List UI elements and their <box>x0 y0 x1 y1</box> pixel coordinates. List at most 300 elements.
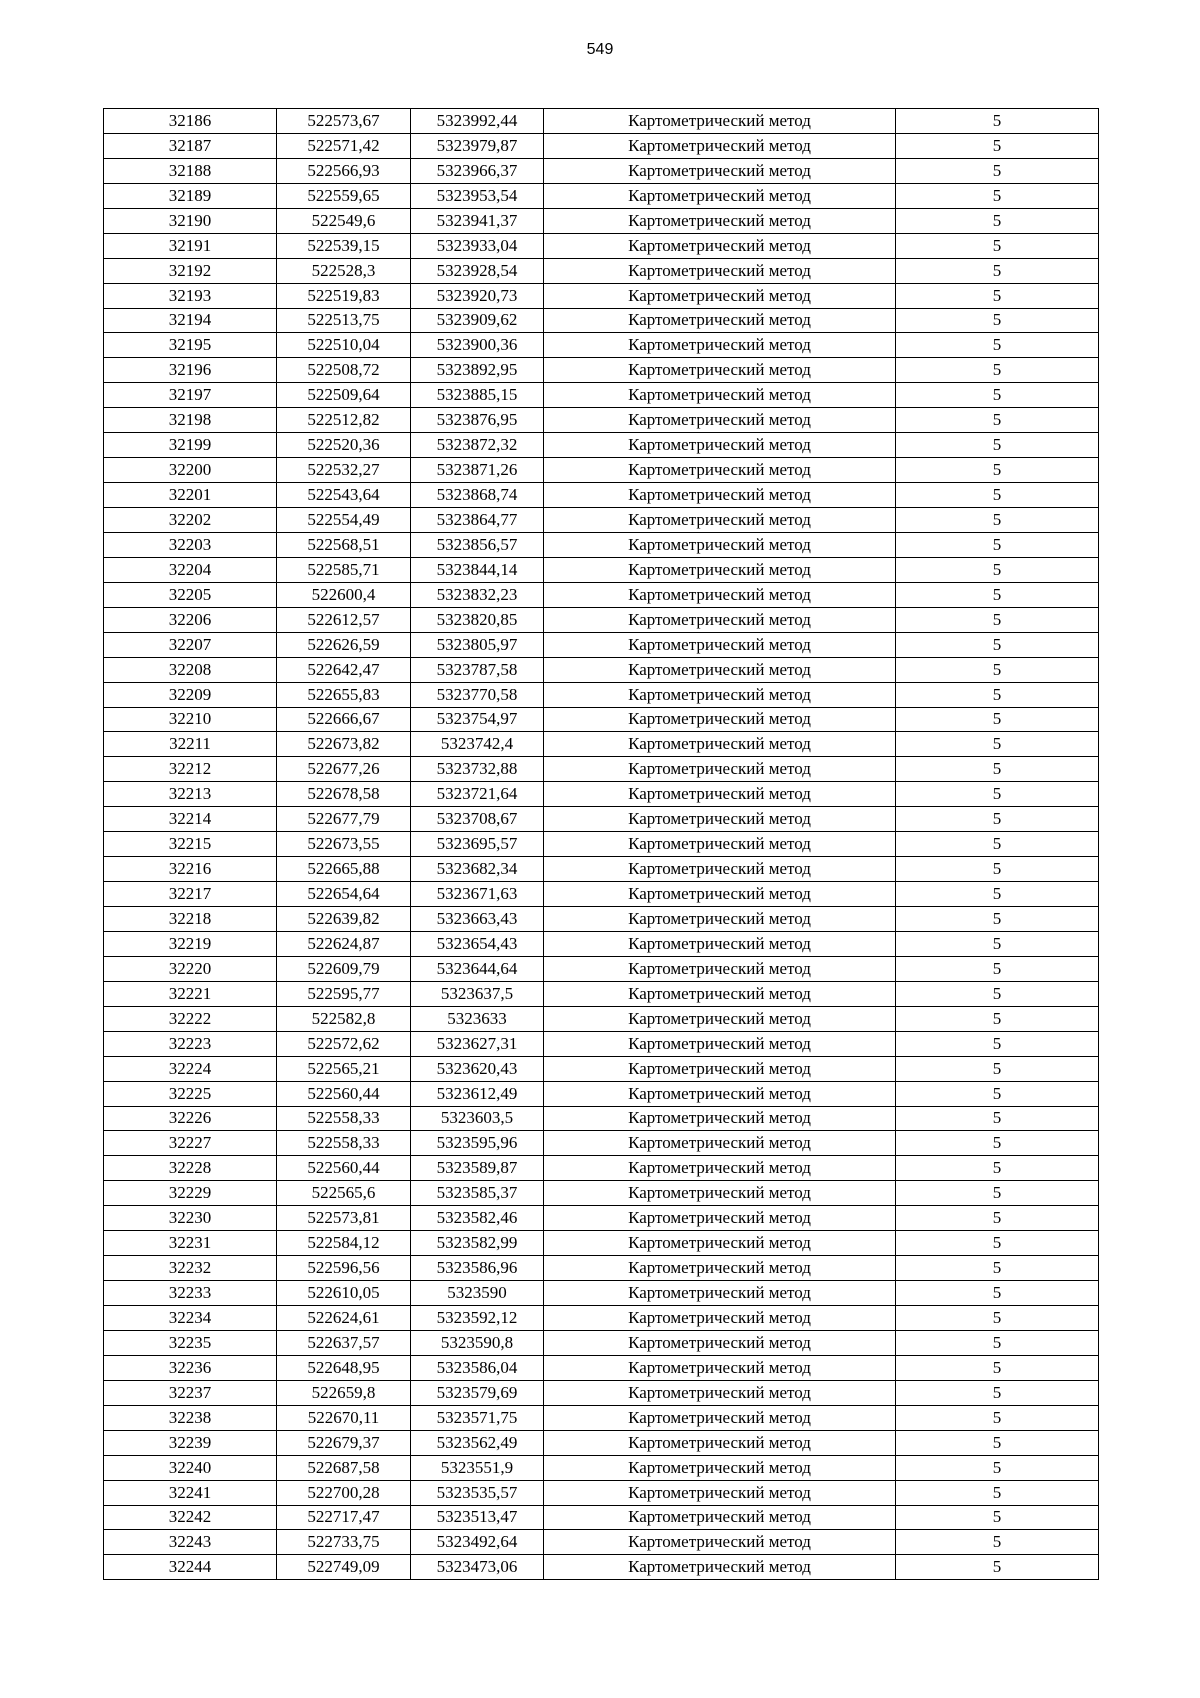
table-row <box>104 1330 1099 1355</box>
x-coordinate-cell: 522528,3 <box>277 258 411 283</box>
x-coordinate-cell: 522670,11 <box>277 1405 411 1430</box>
accuracy-cell: 5 <box>896 458 1099 483</box>
page-number: 549 <box>586 41 614 58</box>
accuracy-cell: 5 <box>896 1106 1099 1131</box>
x-coordinate-cell: 522665,88 <box>277 857 411 882</box>
accuracy-cell: 5 <box>896 183 1099 208</box>
table-row <box>104 981 1099 1006</box>
table-row <box>104 757 1099 782</box>
method-cell: Картометрический метод <box>544 707 896 732</box>
table-row <box>104 508 1099 533</box>
x-coordinate-cell: 522648,95 <box>277 1355 411 1380</box>
point-number-cell: 32199 <box>104 433 277 458</box>
accuracy-cell: 5 <box>896 1181 1099 1206</box>
table-row <box>104 1056 1099 1081</box>
x-coordinate-cell: 522573,67 <box>277 109 411 134</box>
table-row <box>104 1131 1099 1156</box>
method-cell: Картометрический метод <box>544 1131 896 1156</box>
x-coordinate-cell: 522512,82 <box>277 408 411 433</box>
y-coordinate-cell: 5323805,97 <box>411 632 544 657</box>
method-cell: Картометрический метод <box>544 532 896 557</box>
y-coordinate-cell: 5323992,44 <box>411 109 544 134</box>
point-number-cell: 32204 <box>104 557 277 582</box>
x-coordinate-cell: 522560,44 <box>277 1081 411 1106</box>
y-coordinate-cell: 5323513,47 <box>411 1505 544 1530</box>
y-coordinate-cell: 5323979,87 <box>411 133 544 158</box>
table-row <box>104 383 1099 408</box>
point-number-cell: 32195 <box>104 333 277 358</box>
x-coordinate-cell: 522624,87 <box>277 931 411 956</box>
table-row <box>104 632 1099 657</box>
x-coordinate-cell: 522519,83 <box>277 283 411 308</box>
point-number-cell: 32214 <box>104 807 277 832</box>
point-number-cell: 32238 <box>104 1405 277 1430</box>
point-number-cell: 32203 <box>104 532 277 557</box>
method-cell: Картометрический метод <box>544 483 896 508</box>
accuracy-cell: 5 <box>896 882 1099 907</box>
method-cell: Картометрический метод <box>544 508 896 533</box>
method-cell: Картометрический метод <box>544 807 896 832</box>
point-number-cell: 32218 <box>104 907 277 932</box>
table-row <box>104 1006 1099 1031</box>
method-cell: Картометрический метод <box>544 208 896 233</box>
accuracy-cell: 5 <box>896 857 1099 882</box>
x-coordinate-cell: 522560,44 <box>277 1156 411 1181</box>
table-row <box>104 657 1099 682</box>
accuracy-cell: 5 <box>896 1505 1099 1530</box>
point-number-cell: 32201 <box>104 483 277 508</box>
method-cell: Картометрический метод <box>544 1181 896 1206</box>
y-coordinate-cell: 5323695,57 <box>411 832 544 857</box>
table-row <box>104 1281 1099 1306</box>
point-number-cell: 32200 <box>104 458 277 483</box>
y-coordinate-cell: 5323627,31 <box>411 1031 544 1056</box>
x-coordinate-cell: 522554,49 <box>277 508 411 533</box>
y-coordinate-cell: 5323864,77 <box>411 508 544 533</box>
y-coordinate-cell: 5323900,36 <box>411 333 544 358</box>
accuracy-cell: 5 <box>896 333 1099 358</box>
table-row <box>104 907 1099 932</box>
method-cell: Картометрический метод <box>544 832 896 857</box>
x-coordinate-cell: 522585,71 <box>277 557 411 582</box>
accuracy-cell: 5 <box>896 582 1099 607</box>
point-number-cell: 32229 <box>104 1181 277 1206</box>
accuracy-cell: 5 <box>896 1530 1099 1555</box>
accuracy-cell: 5 <box>896 657 1099 682</box>
accuracy-cell: 5 <box>896 1405 1099 1430</box>
method-cell: Картометрический метод <box>544 1330 896 1355</box>
table-row <box>104 931 1099 956</box>
accuracy-cell: 5 <box>896 1156 1099 1181</box>
table-row <box>104 1405 1099 1430</box>
table-row <box>104 158 1099 183</box>
x-coordinate-cell: 522639,82 <box>277 907 411 932</box>
y-coordinate-cell: 5323920,73 <box>411 283 544 308</box>
accuracy-cell: 5 <box>896 1281 1099 1306</box>
table-row <box>104 607 1099 632</box>
x-coordinate-cell: 522624,61 <box>277 1306 411 1331</box>
table-row <box>104 1306 1099 1331</box>
x-coordinate-cell: 522596,56 <box>277 1256 411 1281</box>
accuracy-cell: 5 <box>896 1555 1099 1580</box>
x-coordinate-cell: 522626,59 <box>277 632 411 657</box>
y-coordinate-cell: 5323492,64 <box>411 1530 544 1555</box>
point-number-cell: 32220 <box>104 956 277 981</box>
method-cell: Картометрический метод <box>544 433 896 458</box>
x-coordinate-cell: 522717,47 <box>277 1505 411 1530</box>
y-coordinate-cell: 5323909,62 <box>411 308 544 333</box>
method-cell: Картометрический метод <box>544 931 896 956</box>
method-cell: Картометрический метод <box>544 233 896 258</box>
accuracy-cell: 5 <box>896 632 1099 657</box>
point-number-cell: 32217 <box>104 882 277 907</box>
table-row <box>104 408 1099 433</box>
method-cell: Картометрический метод <box>544 732 896 757</box>
point-number-cell: 32187 <box>104 133 277 158</box>
y-coordinate-cell: 5323571,75 <box>411 1405 544 1430</box>
accuracy-cell: 5 <box>896 433 1099 458</box>
method-cell: Картометрический метод <box>544 657 896 682</box>
x-coordinate-cell: 522572,62 <box>277 1031 411 1056</box>
accuracy-cell: 5 <box>896 109 1099 134</box>
x-coordinate-cell: 522654,64 <box>277 882 411 907</box>
method-cell: Картометрический метод <box>544 1306 896 1331</box>
table-row <box>104 1530 1099 1555</box>
point-number-cell: 32193 <box>104 283 277 308</box>
method-cell: Картометрический метод <box>544 1355 896 1380</box>
table-row <box>104 333 1099 358</box>
y-coordinate-cell: 5323644,64 <box>411 956 544 981</box>
accuracy-cell: 5 <box>896 1056 1099 1081</box>
method-cell: Картометрический метод <box>544 358 896 383</box>
point-number-cell: 32212 <box>104 757 277 782</box>
y-coordinate-cell: 5323928,54 <box>411 258 544 283</box>
table-row <box>104 1031 1099 1056</box>
method-cell: Картометрический метод <box>544 782 896 807</box>
accuracy-cell: 5 <box>896 1480 1099 1505</box>
y-coordinate-cell: 5323595,96 <box>411 1131 544 1156</box>
table-row <box>104 557 1099 582</box>
table-row <box>104 483 1099 508</box>
y-coordinate-cell: 5323721,64 <box>411 782 544 807</box>
x-coordinate-cell: 522673,55 <box>277 832 411 857</box>
method-cell: Картометрический метод <box>544 308 896 333</box>
y-coordinate-cell: 5323832,23 <box>411 582 544 607</box>
y-coordinate-cell: 5323742,4 <box>411 732 544 757</box>
accuracy-cell: 5 <box>896 283 1099 308</box>
accuracy-cell: 5 <box>896 1306 1099 1331</box>
x-coordinate-cell: 522655,83 <box>277 682 411 707</box>
accuracy-cell: 5 <box>896 931 1099 956</box>
x-coordinate-cell: 522637,57 <box>277 1330 411 1355</box>
y-coordinate-cell: 5323682,34 <box>411 857 544 882</box>
y-coordinate-cell: 5323754,97 <box>411 707 544 732</box>
point-number-cell: 32223 <box>104 1031 277 1056</box>
table-row <box>104 707 1099 732</box>
method-cell: Картометрический метод <box>544 258 896 283</box>
accuracy-cell: 5 <box>896 208 1099 233</box>
y-coordinate-cell: 5323637,5 <box>411 981 544 1006</box>
y-coordinate-cell: 5323871,26 <box>411 458 544 483</box>
y-coordinate-cell: 5323633 <box>411 1006 544 1031</box>
table-row <box>104 458 1099 483</box>
y-coordinate-cell: 5323579,69 <box>411 1380 544 1405</box>
method-cell: Картометрический метод <box>544 1081 896 1106</box>
method-cell: Картометрический метод <box>544 1480 896 1505</box>
accuracy-cell: 5 <box>896 1380 1099 1405</box>
method-cell: Картометрический метод <box>544 882 896 907</box>
x-coordinate-cell: 522610,05 <box>277 1281 411 1306</box>
point-number-cell: 32244 <box>104 1555 277 1580</box>
x-coordinate-cell: 522573,81 <box>277 1206 411 1231</box>
method-cell: Картометрический метод <box>544 1281 896 1306</box>
y-coordinate-cell: 5323868,74 <box>411 483 544 508</box>
method-cell: Картометрический метод <box>544 682 896 707</box>
table-row <box>104 133 1099 158</box>
method-cell: Картометрический метод <box>544 1505 896 1530</box>
accuracy-cell: 5 <box>896 1006 1099 1031</box>
point-number-cell: 32202 <box>104 508 277 533</box>
y-coordinate-cell: 5323654,43 <box>411 931 544 956</box>
table-row <box>104 532 1099 557</box>
table-row <box>104 1355 1099 1380</box>
coordinates-table-body <box>104 109 1099 1580</box>
accuracy-cell: 5 <box>896 807 1099 832</box>
accuracy-cell: 5 <box>896 557 1099 582</box>
x-coordinate-cell: 522565,6 <box>277 1181 411 1206</box>
method-cell: Картометрический метод <box>544 1380 896 1405</box>
point-number-cell: 32205 <box>104 582 277 607</box>
x-coordinate-cell: 522678,58 <box>277 782 411 807</box>
table-row <box>104 682 1099 707</box>
accuracy-cell: 5 <box>896 1206 1099 1231</box>
accuracy-cell: 5 <box>896 1081 1099 1106</box>
point-number-cell: 32196 <box>104 358 277 383</box>
method-cell: Картометрический метод <box>544 408 896 433</box>
point-number-cell: 32198 <box>104 408 277 433</box>
accuracy-cell: 5 <box>896 133 1099 158</box>
point-number-cell: 32225 <box>104 1081 277 1106</box>
x-coordinate-cell: 522733,75 <box>277 1530 411 1555</box>
method-cell: Картометрический метод <box>544 1031 896 1056</box>
x-coordinate-cell: 522568,51 <box>277 532 411 557</box>
x-coordinate-cell: 522677,26 <box>277 757 411 782</box>
point-number-cell: 32189 <box>104 183 277 208</box>
table-row <box>104 1081 1099 1106</box>
point-number-cell: 32239 <box>104 1430 277 1455</box>
table-row <box>104 956 1099 981</box>
accuracy-cell: 5 <box>896 1330 1099 1355</box>
accuracy-cell: 5 <box>896 1430 1099 1455</box>
table-row <box>104 782 1099 807</box>
table-row <box>104 1256 1099 1281</box>
point-number-cell: 32232 <box>104 1256 277 1281</box>
x-coordinate-cell: 522677,79 <box>277 807 411 832</box>
y-coordinate-cell: 5323820,85 <box>411 607 544 632</box>
accuracy-cell: 5 <box>896 1231 1099 1256</box>
y-coordinate-cell: 5323856,57 <box>411 532 544 557</box>
x-coordinate-cell: 522566,93 <box>277 158 411 183</box>
method-cell: Картометрический метод <box>544 183 896 208</box>
method-cell: Картометрический метод <box>544 1256 896 1281</box>
method-cell: Картометрический метод <box>544 383 896 408</box>
method-cell: Картометрический метод <box>544 1555 896 1580</box>
x-coordinate-cell: 522543,64 <box>277 483 411 508</box>
accuracy-cell: 5 <box>896 732 1099 757</box>
accuracy-cell: 5 <box>896 483 1099 508</box>
table-row <box>104 308 1099 333</box>
coordinates-table <box>103 108 1099 1580</box>
y-coordinate-cell: 5323603,5 <box>411 1106 544 1131</box>
x-coordinate-cell: 522532,27 <box>277 458 411 483</box>
y-coordinate-cell: 5323562,49 <box>411 1430 544 1455</box>
accuracy-cell: 5 <box>896 981 1099 1006</box>
x-coordinate-cell: 522666,67 <box>277 707 411 732</box>
table-row <box>104 1181 1099 1206</box>
point-number-cell: 32208 <box>104 657 277 682</box>
point-number-cell: 32213 <box>104 782 277 807</box>
point-number-cell: 32186 <box>104 109 277 134</box>
accuracy-cell: 5 <box>896 757 1099 782</box>
y-coordinate-cell: 5323872,32 <box>411 433 544 458</box>
x-coordinate-cell: 522687,58 <box>277 1455 411 1480</box>
table-row <box>104 109 1099 134</box>
table-row <box>104 1455 1099 1480</box>
y-coordinate-cell: 5323732,88 <box>411 757 544 782</box>
method-cell: Картометрический метод <box>544 582 896 607</box>
point-number-cell: 32194 <box>104 308 277 333</box>
point-number-cell: 32237 <box>104 1380 277 1405</box>
y-coordinate-cell: 5323585,37 <box>411 1181 544 1206</box>
x-coordinate-cell: 522679,37 <box>277 1430 411 1455</box>
method-cell: Картометрический метод <box>544 757 896 782</box>
x-coordinate-cell: 522673,82 <box>277 732 411 757</box>
table-row <box>104 208 1099 233</box>
point-number-cell: 32197 <box>104 383 277 408</box>
accuracy-cell: 5 <box>896 907 1099 932</box>
point-number-cell: 32230 <box>104 1206 277 1231</box>
table-row <box>104 433 1099 458</box>
method-cell: Картометрический метод <box>544 133 896 158</box>
method-cell: Картометрический метод <box>544 607 896 632</box>
point-number-cell: 32219 <box>104 931 277 956</box>
table-row <box>104 1106 1099 1131</box>
accuracy-cell: 5 <box>896 1355 1099 1380</box>
accuracy-cell: 5 <box>896 607 1099 632</box>
table-row <box>104 183 1099 208</box>
x-coordinate-cell: 522584,12 <box>277 1231 411 1256</box>
accuracy-cell: 5 <box>896 408 1099 433</box>
table-row <box>104 358 1099 383</box>
point-number-cell: 32216 <box>104 857 277 882</box>
y-coordinate-cell: 5323589,87 <box>411 1156 544 1181</box>
accuracy-cell: 5 <box>896 782 1099 807</box>
accuracy-cell: 5 <box>896 1455 1099 1480</box>
x-coordinate-cell: 522510,04 <box>277 333 411 358</box>
y-coordinate-cell: 5323590 <box>411 1281 544 1306</box>
y-coordinate-cell: 5323582,99 <box>411 1231 544 1256</box>
accuracy-cell: 5 <box>896 1131 1099 1156</box>
method-cell: Картометрический метод <box>544 1006 896 1031</box>
y-coordinate-cell: 5323612,49 <box>411 1081 544 1106</box>
x-coordinate-cell: 522642,47 <box>277 657 411 682</box>
table-row <box>104 1380 1099 1405</box>
x-coordinate-cell: 522520,36 <box>277 433 411 458</box>
method-cell: Картометрический метод <box>544 1156 896 1181</box>
x-coordinate-cell: 522565,21 <box>277 1056 411 1081</box>
table-row <box>104 882 1099 907</box>
x-coordinate-cell: 522509,64 <box>277 383 411 408</box>
table-row <box>104 1505 1099 1530</box>
table-row <box>104 1206 1099 1231</box>
point-number-cell: 32243 <box>104 1530 277 1555</box>
x-coordinate-cell: 522513,75 <box>277 308 411 333</box>
method-cell: Картометрический метод <box>544 1405 896 1430</box>
point-number-cell: 32224 <box>104 1056 277 1081</box>
point-number-cell: 32235 <box>104 1330 277 1355</box>
y-coordinate-cell: 5323708,67 <box>411 807 544 832</box>
y-coordinate-cell: 5323551,9 <box>411 1455 544 1480</box>
y-coordinate-cell: 5323941,37 <box>411 208 544 233</box>
y-coordinate-cell: 5323663,43 <box>411 907 544 932</box>
table-row <box>104 582 1099 607</box>
point-number-cell: 32190 <box>104 208 277 233</box>
y-coordinate-cell: 5323770,58 <box>411 682 544 707</box>
x-coordinate-cell: 522558,33 <box>277 1106 411 1131</box>
accuracy-cell: 5 <box>896 956 1099 981</box>
method-cell: Картометрический метод <box>544 857 896 882</box>
point-number-cell: 32240 <box>104 1455 277 1480</box>
accuracy-cell: 5 <box>896 707 1099 732</box>
point-number-cell: 32210 <box>104 707 277 732</box>
table-row <box>104 832 1099 857</box>
accuracy-cell: 5 <box>896 233 1099 258</box>
x-coordinate-cell: 522749,09 <box>277 1555 411 1580</box>
point-number-cell: 32242 <box>104 1505 277 1530</box>
accuracy-cell: 5 <box>896 158 1099 183</box>
point-number-cell: 32192 <box>104 258 277 283</box>
x-coordinate-cell: 522559,65 <box>277 183 411 208</box>
y-coordinate-cell: 5323671,63 <box>411 882 544 907</box>
x-coordinate-cell: 522700,28 <box>277 1480 411 1505</box>
point-number-cell: 32227 <box>104 1131 277 1156</box>
x-coordinate-cell: 522595,77 <box>277 981 411 1006</box>
y-coordinate-cell: 5323876,95 <box>411 408 544 433</box>
y-coordinate-cell: 5323885,15 <box>411 383 544 408</box>
table-row <box>104 1430 1099 1455</box>
y-coordinate-cell: 5323953,54 <box>411 183 544 208</box>
accuracy-cell: 5 <box>896 1031 1099 1056</box>
accuracy-cell: 5 <box>896 532 1099 557</box>
table-row <box>104 857 1099 882</box>
point-number-cell: 32241 <box>104 1480 277 1505</box>
table-row <box>104 1555 1099 1580</box>
y-coordinate-cell: 5323592,12 <box>411 1306 544 1331</box>
x-coordinate-cell: 522609,79 <box>277 956 411 981</box>
method-cell: Картометрический метод <box>544 458 896 483</box>
method-cell: Картометрический метод <box>544 1430 896 1455</box>
method-cell: Картометрический метод <box>544 333 896 358</box>
table-row <box>104 1156 1099 1181</box>
y-coordinate-cell: 5323535,57 <box>411 1480 544 1505</box>
table-row <box>104 732 1099 757</box>
point-number-cell: 32226 <box>104 1106 277 1131</box>
point-number-cell: 32234 <box>104 1306 277 1331</box>
y-coordinate-cell: 5323582,46 <box>411 1206 544 1231</box>
method-cell: Картометрический метод <box>544 1056 896 1081</box>
point-number-cell: 32221 <box>104 981 277 1006</box>
point-number-cell: 32206 <box>104 607 277 632</box>
